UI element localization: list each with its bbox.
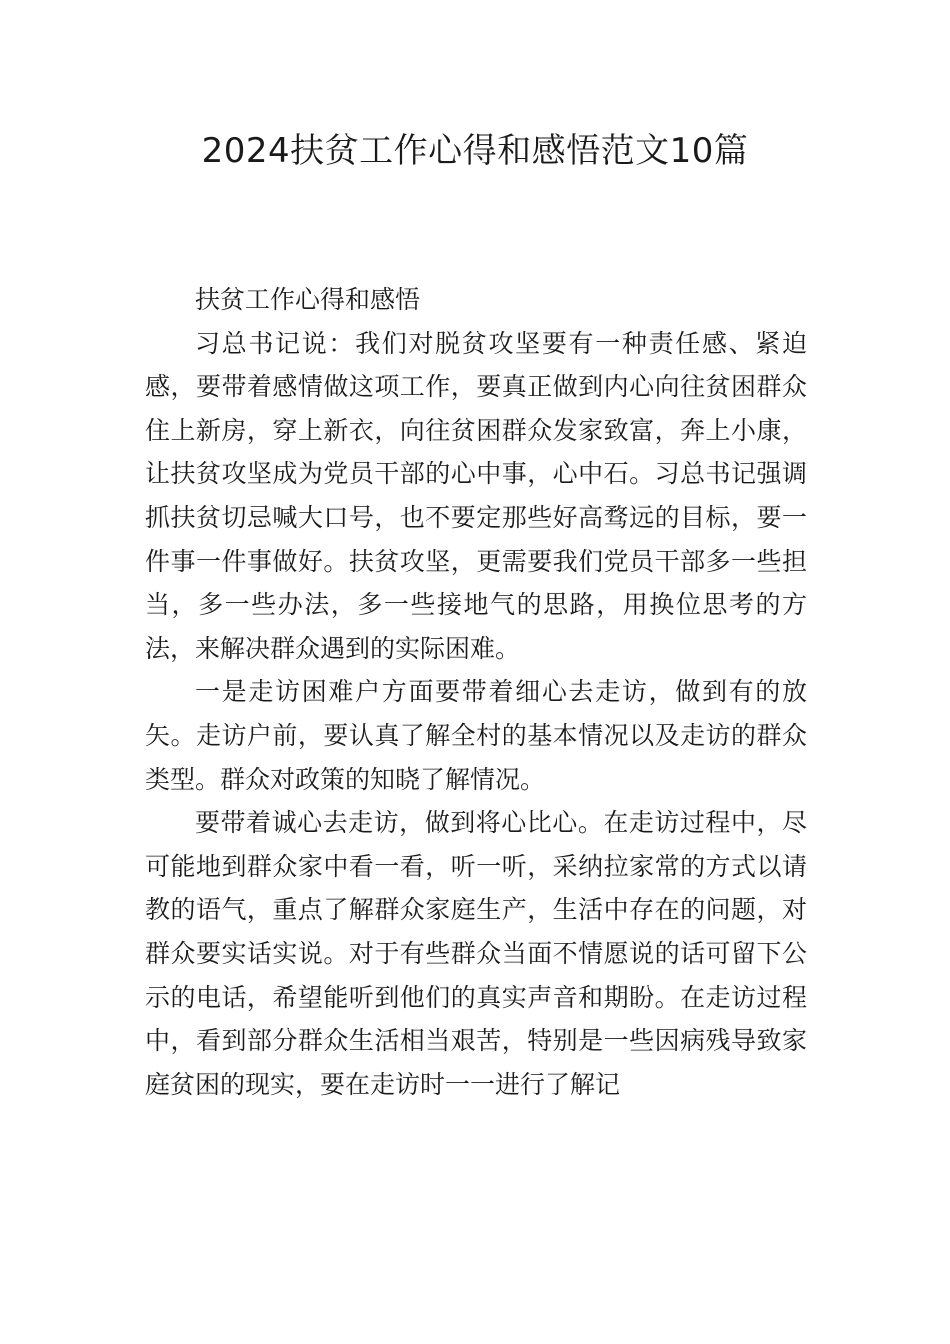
document-body bbox=[145, 278, 807, 1106]
paragraph: 习总书记说：我们对脱贫攻坚要有一种责任感、紧迫感，要带着感情做这项工作，要真正做到内心向往贫困群众住上新房，穿上新衣，向往贫困群众发家致富，奔上小康，让扶贫攻坚成为党员干部的心中事，心中石。习总书记强调抓扶贫切忌喊大口号，也不要定那些好高骛远的目标，要一件事一件事做好。扶贫攻坚，更需要我们党员干部多一些担当，多一些办法，多一些接地气的思路，用换位思考的方法，来解决群众遇到的实际困难。 bbox=[145, 328, 807, 663]
section-heading: 扶贫工作心得和感悟 bbox=[195, 285, 421, 314]
document-title: 2024扶贫工作心得和感悟范文10篇 bbox=[201, 131, 749, 171]
paragraph: 要带着诚心去走访，做到将心比心。在走访过程中，尽可能地到群众家中看一看，听一听，采纳拉家常的方式以请教的语气，重点了解群众家庭生产，生活中存在的问题，对群众要实话实说。对于有些群众当面不情愿说的话可留下公示的电话，希望能听到他们的真实声音和期盼。在走访过程中，看到部分群众生活相当艰苦，特别是一些因病残导致家庭贫困的现实，要在走访时一一进行了解记 bbox=[145, 808, 807, 1099]
paragraph: 一是走访困难户方面要带着细心去走访，做到有的放矢。走访户前，要认真了解全村的基本情况以及走访的群众类型。群众对政策的知晓了解情况。 bbox=[145, 677, 807, 794]
